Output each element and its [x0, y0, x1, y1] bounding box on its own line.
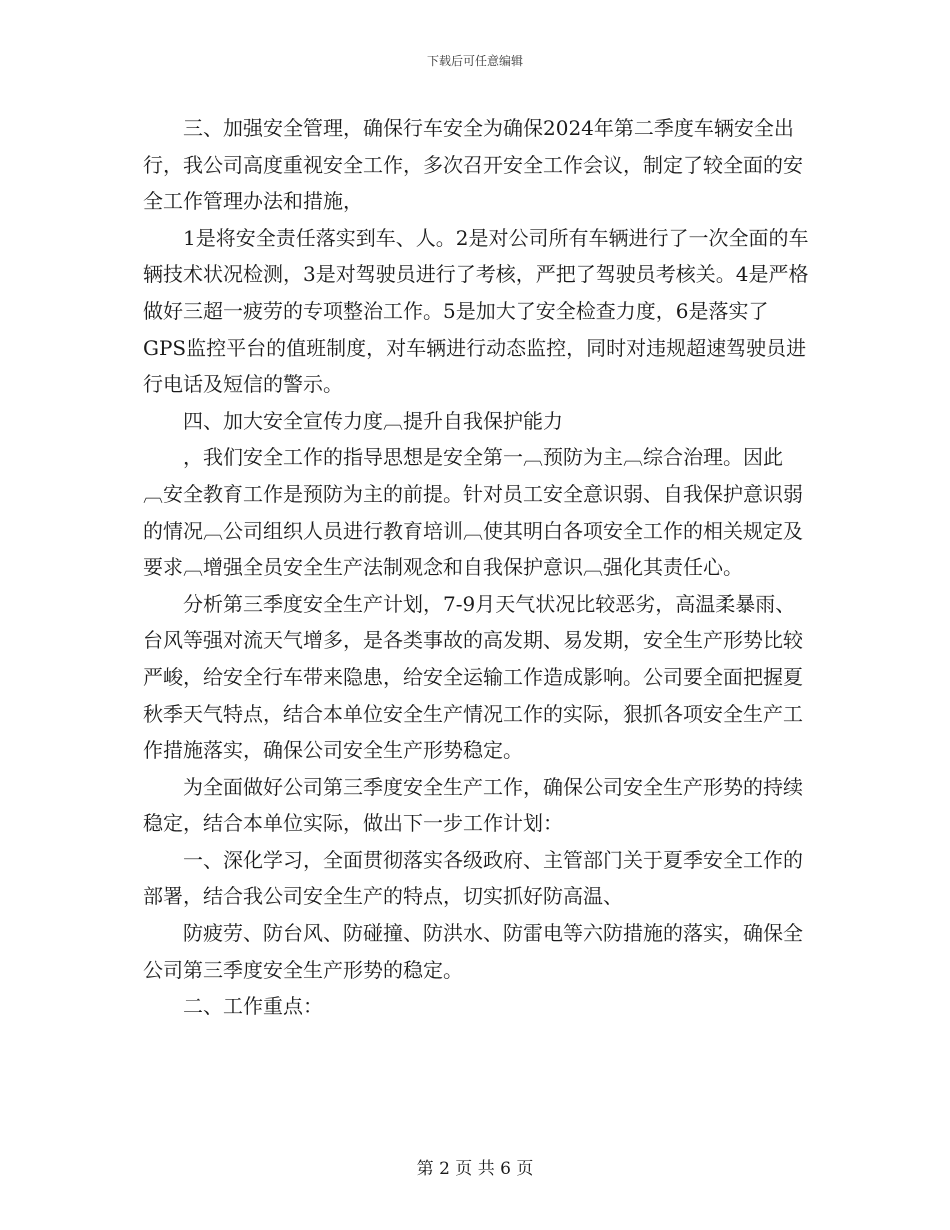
page-number-footer: 第 2 页 共 6 页	[416, 1159, 534, 1179]
paragraph-work-focus-heading: 二、工作重点：	[183, 994, 323, 1019]
paragraph-six-prevention: 防疲劳、防台风、防碰撞、防洪水、防雷电等六防措施的落实，确保全公司第三季度安全生产形势的稳定。	[143, 921, 803, 982]
paragraph-safety-measures: 1是将安全责任落实到车、人。2是对公司所有车辆进行了一次全面的车辆技术状况检测，3是对驾驶员进行了考核，严把了驾驶员考核关。4是严格做好三超一疲劳的专项整治工作。5是加大了安全检查力度，6是落实了GPS监控平台的值班制度，对车辆进行动态监控，同时对违规超速驾驶员进行电话及短信的警示。	[143, 225, 809, 397]
paragraph-guiding-principle: ，我们安全工作的指导思想是安全第一︹预防为主︹综合治理。因此︹安全教育工作是预防为主的前提。针对员工安全意识弱、自我保护意识弱的情况︹公司组织人员进行教育培训︹使其明白各项安全工作的相关规定及要求︹增强全员安全生产法制观念和自我保护意识︹强化其责任心。	[143, 445, 803, 580]
page-header-note: 下载后可任意编辑	[426, 54, 523, 68]
paragraph-q3-analysis: 分析第三季度安全生产计划，7-9月天气状况比较恶劣，高温柔暴雨、台风等强对流天气增多，是各类事故的高发期、易发期，安全生产形势比较严峻，给安全行车带来隐患，给安全运输工作造成影响。公司要全面把握夏秋季天气特点，结合本单位安全生产情况工作的实际，狠抓各项安全生产工作措施落实，确保公司安全生产形势稳定。	[143, 591, 803, 763]
paragraph-deepen-study: 一、深化学习，全面贯彻落实各级政府、主管部门关于夏季安全工作的部署，结合我公司安全生产的特点，切实抓好防高温、	[143, 847, 803, 909]
paragraph-publicity-heading: 四、加大安全宣传力度︹提升自我保护能力	[183, 408, 563, 433]
paragraph-safety-management: 三、加强安全管理，确保行车安全为确保2024年第二季度车辆安全出行，我公司高度重视安全工作，多次召开安全工作会议，制定了较全面的安全工作管理办法和措施，	[143, 116, 803, 214]
document-body	[143, 110, 811, 1025]
paragraph-work-plan-intro: 为全面做好公司第三季度安全生产工作，确保公司安全生产形势的持续稳定，结合本单位实际，做出下一步工作计划：	[143, 774, 803, 836]
